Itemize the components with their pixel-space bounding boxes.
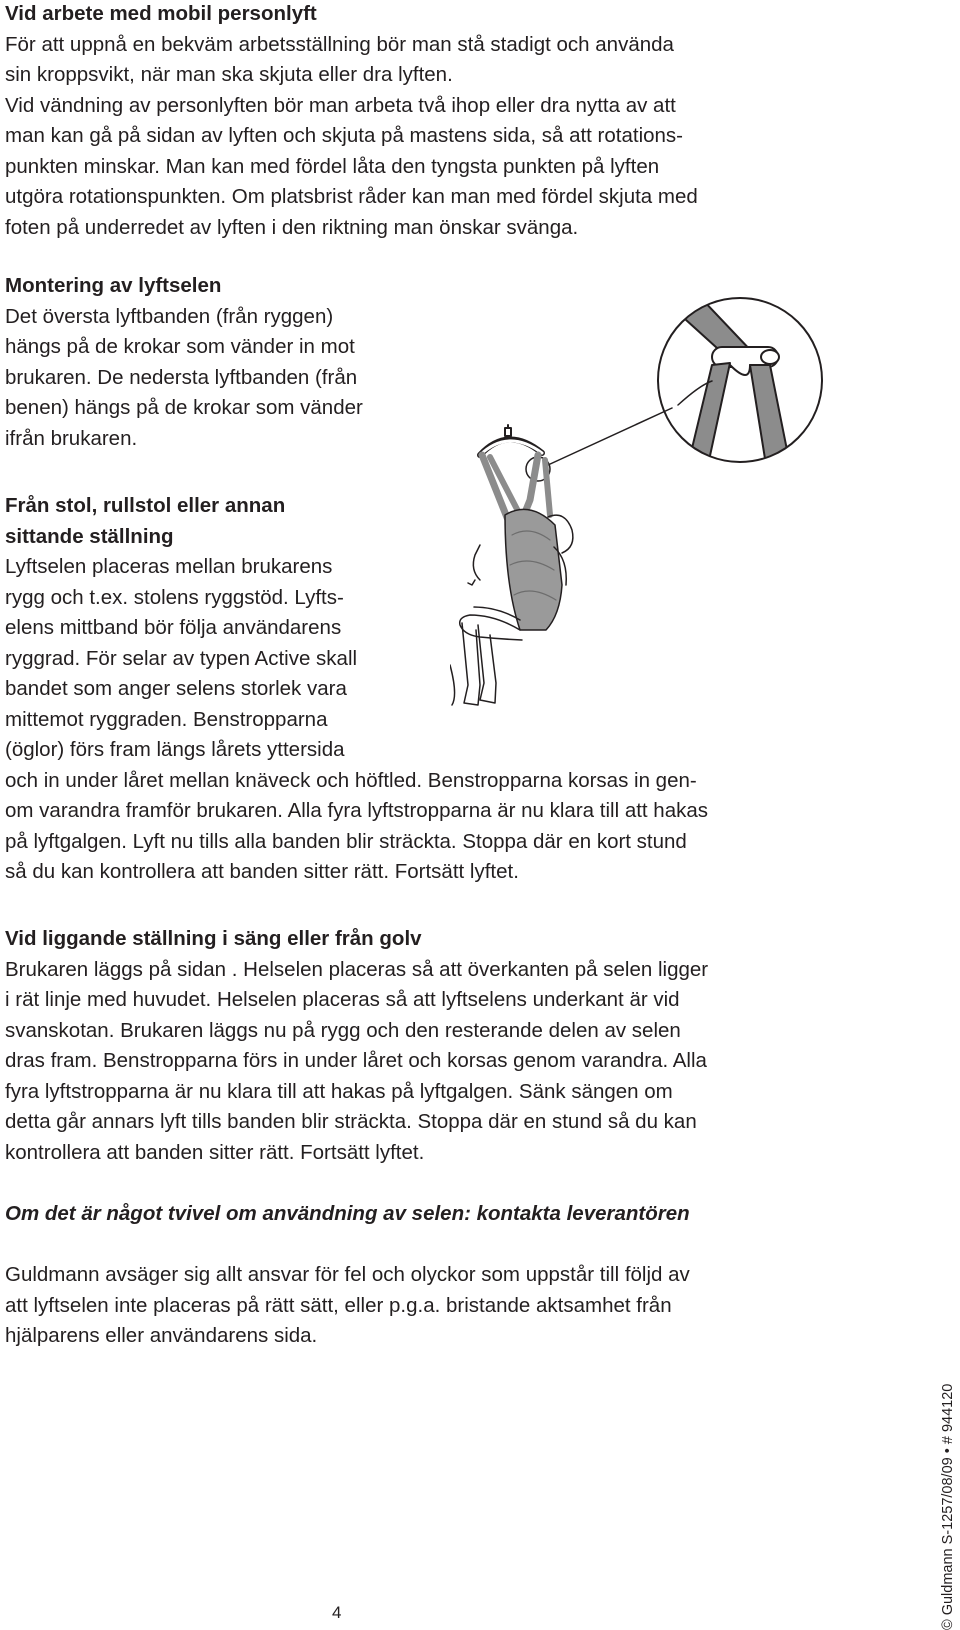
text-line: Det översta lyftbanden (från ryggen) xyxy=(5,304,334,328)
text-line: på lyftgalgen. Lyft nu tills alla banden blir sträckta. Stoppa där en kort stund xyxy=(5,829,687,853)
text-line: och in under låret mellan knäveck och höftled. Benstropparna korsas in gen- xyxy=(5,768,697,792)
text-line: i rät linje med huvudet. Helselen placeras så att lyftselens underkant är vid xyxy=(5,988,680,1011)
page-number: 4 xyxy=(332,1603,342,1622)
text-line: punkten minskar. Man kan med fördel låta den tyngsta punkten på lyften xyxy=(5,154,660,178)
section-mounting xyxy=(5,271,445,454)
text-line: fyra lyftstropparna är nu klara till att hakas på lyftgalgen. Sänk sängen om xyxy=(5,1079,673,1103)
section-heading: Vid liggande ställning i säng eller från golv xyxy=(5,927,422,950)
text-line: kontrollera att banden sitter rätt. Fortsätt lyftet. xyxy=(5,1140,425,1164)
person-in-lift-sling-icon xyxy=(450,285,850,745)
text-line: Brukaren läggs på sidan . Helselen placeras så att överkanten på selen ligger xyxy=(5,957,709,981)
text-line: om varandra framför brukaren. Alla fyra lyftstropparna är nu klara till att hakas xyxy=(5,799,709,822)
text-line: Guldmann avsäger sig allt ansvar för fel och olyckor som uppstår till följd av xyxy=(5,1263,690,1286)
text-line: utgöra rotationspunkten. Om platsbrist råder kan man med fördel skjuta med xyxy=(5,185,698,208)
copyright-text: © Guldmann S-1257/08/09 • # 944120 xyxy=(940,1383,956,1630)
section-heading: Från stol, rullstol eller annan xyxy=(5,494,286,517)
text-line: Vid vändning av personlyften bör man arbeta två ihop eller dra nytta av att xyxy=(5,93,676,117)
text-line: sin kroppsvikt, när man ska skjuta eller dra lyften. xyxy=(5,63,453,86)
section-mobile-lift xyxy=(5,0,865,243)
text-line: hjälparens eller användarens sida. xyxy=(5,1324,318,1347)
text-line: Lyftselen placeras mellan brukarens xyxy=(5,555,333,578)
section-doubt xyxy=(5,1199,865,1230)
text-line: För att uppnå en bekväm arbetsställning bör man stå stadigt och använda xyxy=(5,32,674,56)
text-line: mittemot ryggraden. Benstropparna xyxy=(5,707,328,731)
text-line: ifrån brukaren. xyxy=(5,426,138,450)
text-line: svanskotan. Brukaren läggs nu på rygg och den resterande delen av selen xyxy=(5,1018,681,1042)
doubt-notice: Om det är något tvivel om användning av selen: kontakta leverantören xyxy=(5,1202,690,1225)
hook-detail-icon xyxy=(658,297,822,465)
text-line: så du kan kontrollera att banden sitter rätt. Fortsätt lyftet. xyxy=(5,860,519,883)
text-line: bandet som anger selens storlek vara xyxy=(5,677,347,700)
text-line: rygg och t.ex. stolens ryggstöd. Lyfts- xyxy=(5,585,344,609)
text-line: man kan gå på sidan av lyften och skjuta på mastens sida, så att rotations- xyxy=(5,124,684,147)
text-line: foten på underredet av lyften i den riktning man önskar svänga. xyxy=(5,215,579,239)
text-line: elens mittband bör följa användarens xyxy=(5,616,342,639)
text-line: brukaren. De nedersta lyftbanden (från xyxy=(5,365,358,389)
section-lying xyxy=(5,924,865,1168)
text-line: benen) hängs på de krokar som vänder xyxy=(5,396,363,419)
text-line: dras fram. Benstropparna förs in under låret och korsas genom varandra. Alla xyxy=(5,1049,707,1072)
text-line: (öglor) förs fram längs lårets yttersida xyxy=(5,738,345,761)
text-line: hängs på de krokar som vänder in mot xyxy=(5,335,355,358)
section-heading: Vid arbete med mobil personlyft xyxy=(5,2,317,25)
section-heading: sittande ställning xyxy=(5,524,174,548)
text-line: detta går annars lyft tills banden blir sträckta. Stoppa där en stund så du kan xyxy=(5,1110,697,1133)
text-line: att lyftselen inte placeras på rätt sätt, eller p.g.a. bristande aktsamhet från xyxy=(5,1293,672,1317)
section-disclaimer xyxy=(5,1260,865,1352)
text-line: ryggrad. För selar av typen Active skall xyxy=(5,646,358,670)
section-heading: Montering av lyftselen xyxy=(5,274,222,297)
